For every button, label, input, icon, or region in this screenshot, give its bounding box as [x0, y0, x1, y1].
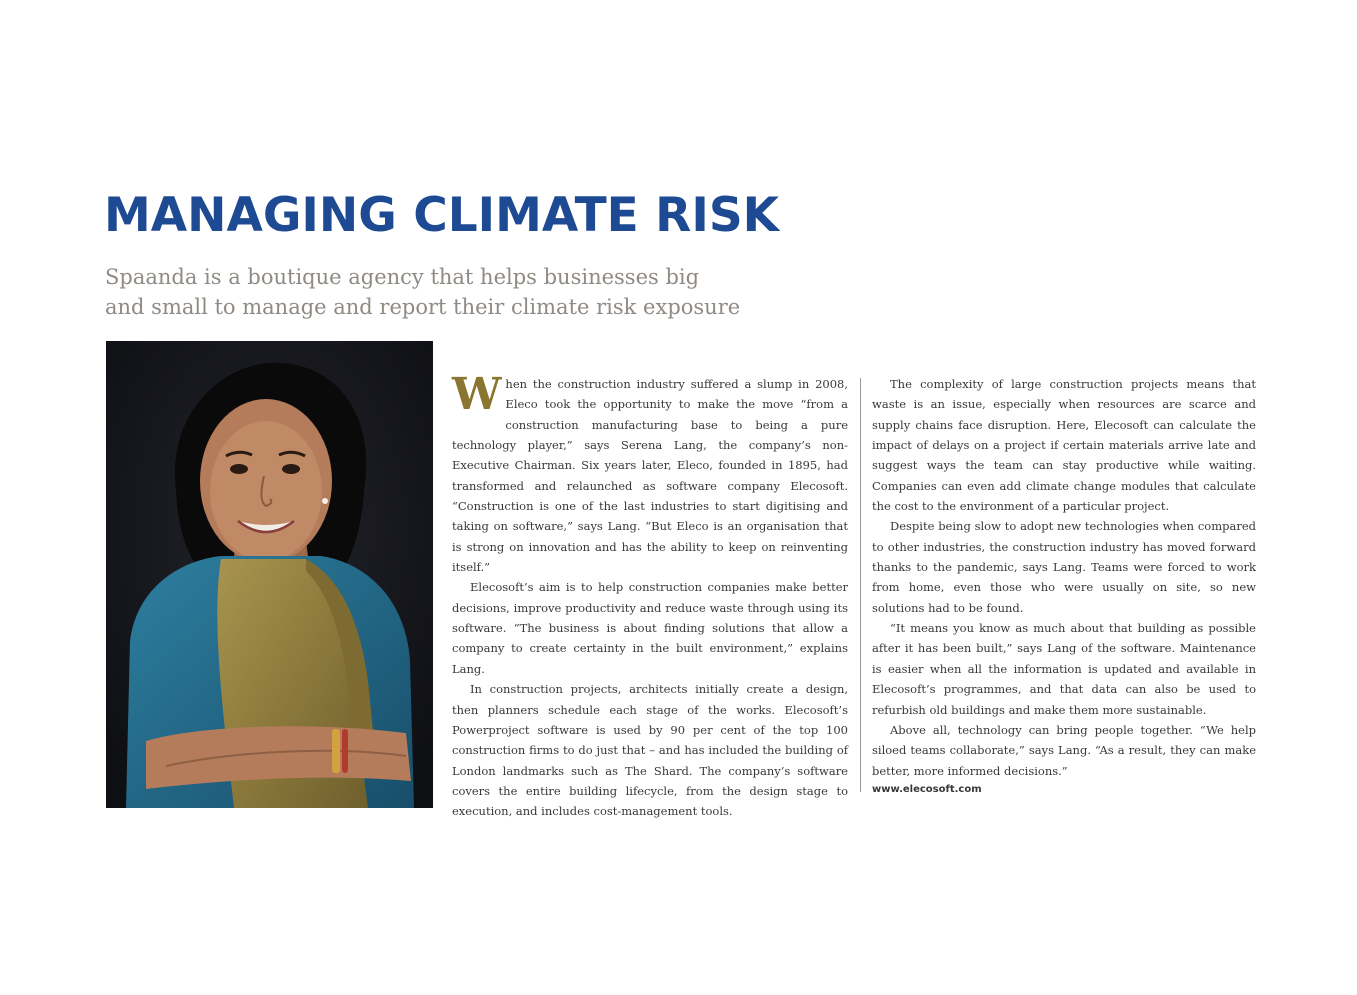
drop-cap: W: [452, 369, 502, 420]
standfirst: Spaanda is a boutique agency that helps businesses big and small to manage and report their climate risk exposure: [105, 265, 741, 319]
website-link[interactable]: www.elecosoft.com: [872, 784, 982, 795]
portrait-photo: [106, 341, 433, 808]
paragraph: Elecosoft’s aim is to help construction companies make better decisions, improve productivity and reduce waste through using its software. “The business is about finding solutions that allow a company to create certainty in the built environment,” explains Lang.: [452, 580, 848, 676]
paragraph-text: hen the construction industry suffered a slump in 2008, Eleco took the opportunity to make the move “from a construction manufacturing base to being a pure technology player,” says Serena Lang, the company’s non-Executive Chairman. Six years later, Eleco, founded in 1895, had transformed and relaunched as software company Elecosoft. “Construction is one of the last industries to start digitising and taking on software,” says Lang. “But Eleco is an organisation that is strong on innovation and has the ability to keep on reinventing itself.”: [452, 377, 848, 575]
paragraph: In construction projects, architects initially create a design, then planners schedule each stage of the works. Elecosoft’s Powerproject software is used by 90 per cent of the top 100 construction firms to do just that – and has included the building of London landmarks such as The Shard. The company’s software covers the entire building lifecycle, from the design stage to execution, and includes cost-management tools.: [452, 682, 848, 819]
paragraph: [452, 369, 848, 577]
paragraph: Above all, technology can bring people together. “We help siloed teams collaborate,” says Lang. “As a result, they can make better, more informed decisions.”: [872, 722, 1256, 778]
headline: MANAGING CLIMATE RISK: [104, 188, 780, 243]
body-column-1: [452, 369, 848, 822]
column-divider: [860, 378, 861, 792]
paragraph: The complexity of large construction projects means that waste is an issue, especially when resources are scarce and supply chains face disruption. Here, Elecosoft can calculate the impact of delays on a project if certain materials arrive late and suggest ways the team can stay productive while waiting. Companies can even add climate change modules that calculate the cost to the environment of a particular project.: [872, 377, 1256, 514]
body-column-2: [872, 374, 1256, 781]
paragraph: Despite being slow to adopt new technologies when compared to other industries, the construction industry has moved forward thanks to the pandemic, says Lang. Teams were forced to work from home, even those who were usually on site, so new solutions had to be found.: [872, 519, 1256, 615]
paragraph: “It means you know as much about that building as possible after it has been built,” says Lang of the software. Maintenance is easier when all the information is updated and available in Elecosoft’s programmes, and that data can also be used to refurbish old buildings and make them more sustainable.: [872, 621, 1256, 717]
